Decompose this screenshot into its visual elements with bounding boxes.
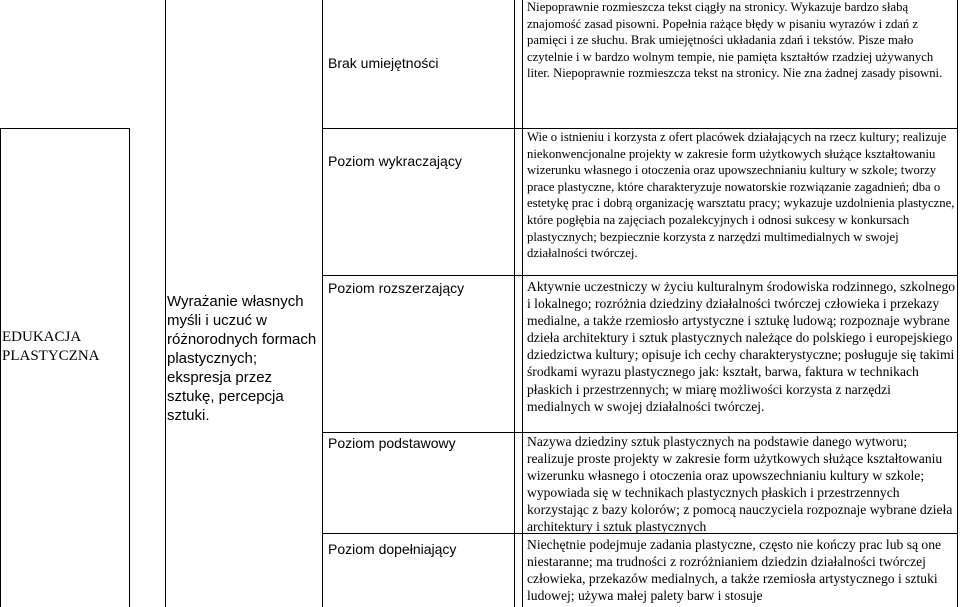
column-divider-desc-left (522, 0, 523, 607)
level-description-none: Niepoprawnie rozmieszcza tekst ciągły na stronicy. Wykazuje bardzo słabą znajomość zasad pisowni. Popełnia rażące błędy w pisaniu wyrazów i zdań z pamięci i ze słuchu. Brak umiejętności układania zdań i tekstów. Pisze mało czytelnie i w bardzo wolnym tempie, nie pamięta kształtów rzadziej używanych liter. Niepoprawnie rozmieszcza tekst na stronicy. Nie zna żadnej zasady pisowni. (527, 0, 943, 81)
skill-category: Wyrażanie własnych myśli i uczuć w różnorodnych formach plastycznych; ekspresja przez sztukę, percepcja sztuki. (167, 293, 317, 424)
level-description-basic: Nazywa dziedziny sztuk plastycznych na podstawie danego wytworu; realizuje proste projekty w zakresie form użytkowych służące kształtowaniu wizerunku własnego i otoczenia oraz upowszechnianiu kultury w szkole; wypowiada się w technikach plastycznych płaskich i przestrzennych korzystając z bazy kolorów; z pomocą nauczyciela rozpoznaje wybrane dzieła architektury i sztuk plastycznych (527, 434, 953, 535)
level-description-supplementary: Niechętnie podejmuje zadania plastyczne, często nie kończy prac lub są one niestaranne; ma trudności z rozróżnianiem dziedzin działalności twórczej człowieka, przekazów medialnych, a także rzemiosła artystycznego i sztuki ludowej; używa małej palety barw i stosuje (527, 537, 942, 604)
table-border-right (957, 0, 958, 607)
row-divider-2 (322, 275, 958, 276)
table-border-top-subject (0, 128, 130, 129)
level-label-none: Brak umiejętności (328, 55, 439, 71)
level-description-exceeding: Wie o istnieniu i korzysta z ofert placówek działających na rzecz kultury; realizuje niekonwencjonalne projekty w zakresie form użytkowych służące kształtowaniu wizerunku własnego i otoczenia oraz upowszechnianiu kultury w szkole; tworzy prace plastyczne, które charakteryzuje nowatorskie rozwiązanie zagadnień; dba o estetykę prac i dobrą organizację warsztatu pracy; wykazuje uzdolnienia plastyczne, które pogłębia na zajęciach pozalekcyjnych i odnosi sukcesy w konkursach plastycznych; bezpiecznie korzysta z narzędzi multimedialnych w swojej działalności twórczej. (527, 130, 955, 261)
column-divider-category-right (322, 0, 323, 607)
table-border-left (0, 128, 1, 607)
level-label-supplementary: Poziom dopełniający (328, 541, 457, 557)
column-divider-level (514, 0, 515, 607)
level-label-exceeding: Poziom wykraczający (328, 153, 462, 169)
level-label-extending: Poziom rozszerzający (328, 280, 465, 296)
level-label-basic: Poziom podstawowy (328, 435, 456, 451)
level-description-extending: Aktywnie uczestniczy w życiu kulturalnym środowiska rodzinnego, szkolnego i lokalnego; rozróżnia dziedziny działalności twórczej człowieka i przekazy medialne, a także rzemiosło artystyczne i sztukę ludową; rozpoznaje wybrane dzieła architektury i sztuk plastycznych należące do polskiego i europejskiego dziedzictwa kultury; opisuje ich cechy charakterystyczne; posługuje się takimi środkami wyrazu plastycznego jak: kształt, barwa, faktura w technikach płaskich i przestrzennych; w miarę możliwości korzysta z narzędzi medialnych w swojej działalności twórczej. (527, 279, 956, 414)
subject-name: EDUKACJA PLASTYCZNA (2, 329, 100, 364)
column-divider-category-left (165, 0, 166, 607)
column-divider-subject (129, 128, 130, 607)
